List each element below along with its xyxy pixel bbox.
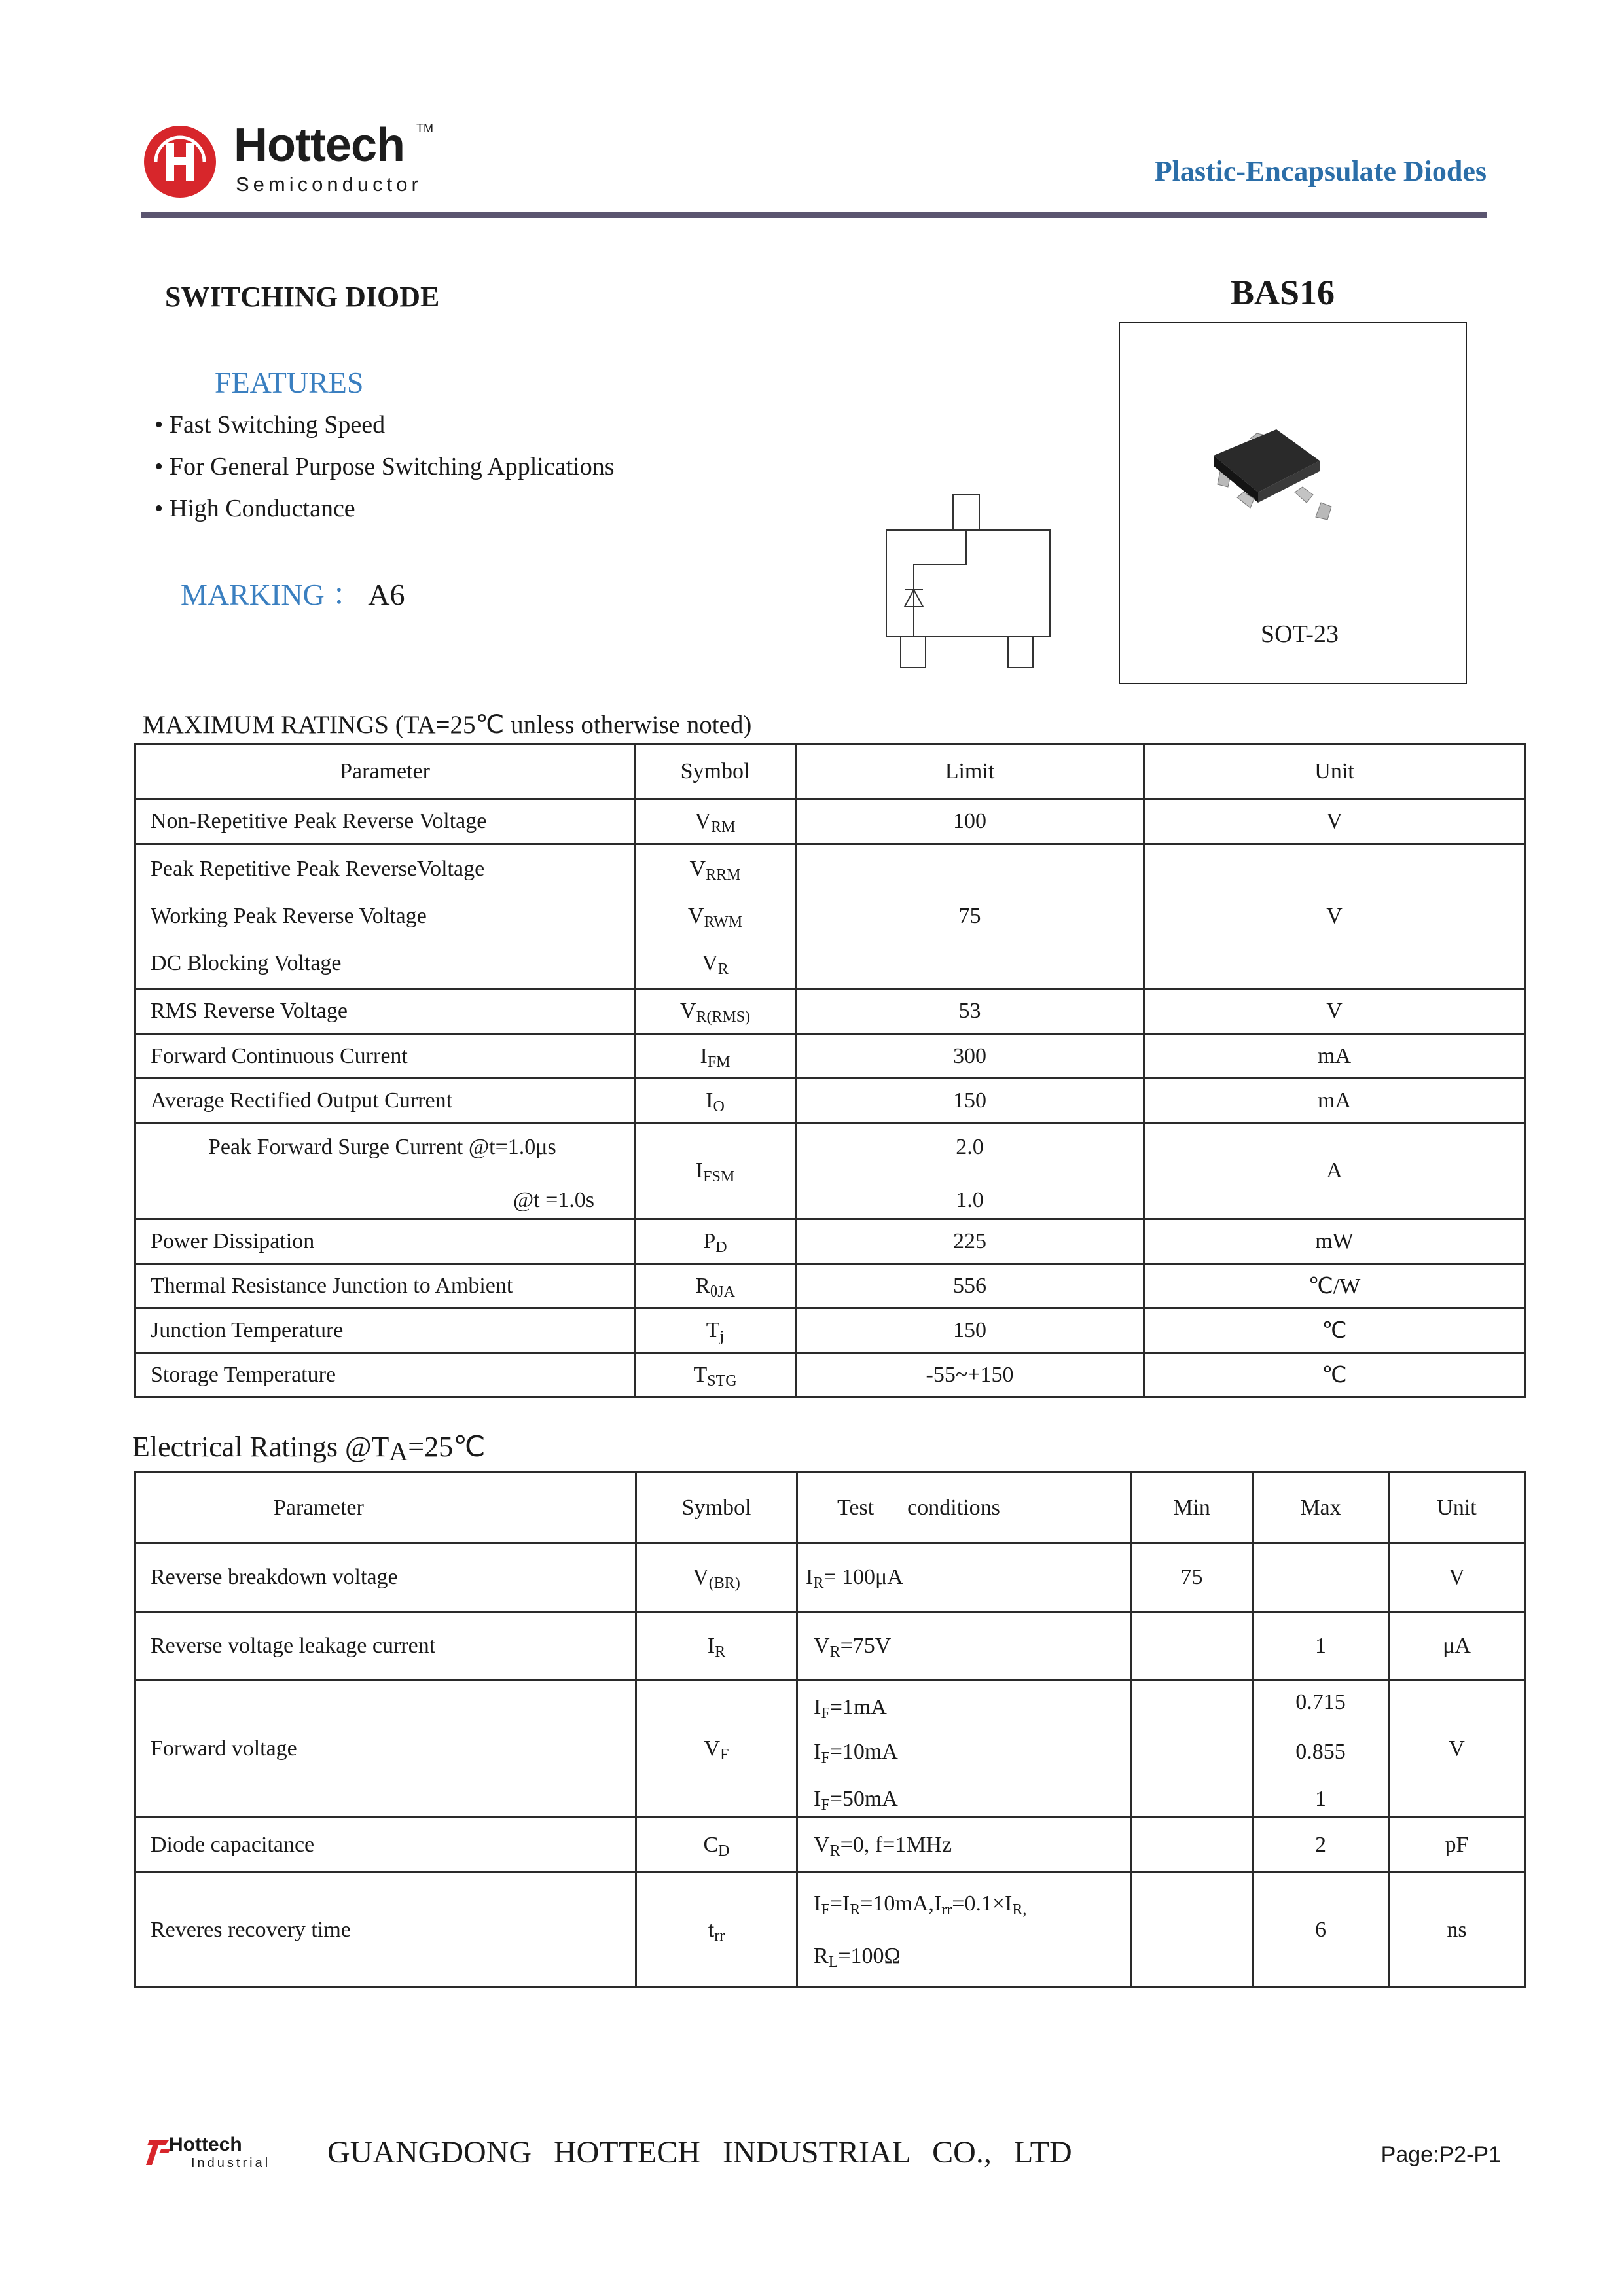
param-cell: Non-Repetitive Peak Reverse Voltage — [135, 799, 635, 844]
max-cell: 2 — [1253, 1818, 1389, 1873]
marking-label: MARKING ： — [181, 578, 363, 611]
param-cell: Reveres recovery time — [135, 1873, 636, 1988]
limit-cell: 225 — [796, 1219, 1144, 1264]
table-header-row — [135, 744, 1525, 799]
min-cell — [1131, 1680, 1253, 1818]
table-row — [135, 1680, 1525, 1818]
symbol-cell: $I_{FM}$ — [635, 1034, 796, 1079]
unit-cell: mW — [1144, 1219, 1525, 1264]
unit-cell: ℃ — [1144, 1353, 1525, 1397]
param-cell: Reverse breakdown voltage — [135, 1543, 636, 1612]
header-cell: Symbol — [635, 744, 796, 799]
table-row — [135, 1818, 1525, 1873]
hottech-logo-icon — [141, 123, 219, 200]
symbol-cell: $P_D$ — [635, 1219, 796, 1264]
min-cell: 75 — [1131, 1543, 1253, 1612]
unit-cell: V — [1389, 1543, 1525, 1612]
param-cell: Power Dissipation — [135, 1219, 635, 1264]
unit-cell: mA — [1144, 1034, 1525, 1079]
marking-line — [181, 579, 405, 611]
unit-cell: V — [1389, 1680, 1525, 1818]
symbol-cell: $V_F$ — [636, 1680, 797, 1818]
header-divider — [141, 212, 1487, 218]
unit-cell: ℃ — [1144, 1308, 1525, 1353]
unit-cell: V — [1144, 844, 1525, 989]
symbol-cell: $V_{(BR)}$ — [636, 1543, 797, 1612]
max-cell — [1253, 1543, 1389, 1612]
table-row — [135, 1219, 1525, 1264]
limit-cell: -55~+150 — [796, 1353, 1144, 1397]
param-cell: Average Rectified Output Current — [135, 1079, 635, 1123]
condition-cell: $I_R= 100\mu A$ — [797, 1543, 1131, 1612]
param-cell: RMS Reverse Voltage — [135, 989, 635, 1034]
footer-brand: Hottech — [169, 2134, 242, 2155]
param-cell: Storage Temperature — [135, 1353, 635, 1397]
trademark: TM — [416, 122, 433, 135]
table-row — [135, 1034, 1525, 1079]
max-ratings-heading: MAXIMUM RATINGS (TA=25℃ unless otherwise noted) — [143, 711, 752, 739]
limit-cell: 150 — [796, 1079, 1144, 1123]
limit-cell: 150 — [796, 1308, 1144, 1353]
max-cell: 1 — [1253, 1612, 1389, 1680]
table-row — [135, 799, 1525, 844]
header-cell: Symbol — [636, 1473, 797, 1543]
param-cell: Peak Forward Surge Current @t=1.0μs @t =1.0s — [135, 1123, 635, 1219]
symbol-cell: $T_{STG}$ — [635, 1353, 796, 1397]
unit-cell: pF — [1389, 1818, 1525, 1873]
limit-cell: 100 — [796, 799, 1144, 844]
condition-cell: $I_F=1mA$ $I_F=10mA$ $I_F=50mA$ — [797, 1680, 1131, 1818]
document-category: Plastic-Encapsulate Diodes — [1154, 155, 1487, 187]
header-cell: Max — [1253, 1473, 1389, 1543]
table-row — [135, 989, 1525, 1034]
electrical-ratings-table — [134, 1471, 1526, 1988]
condition-cell: $I_F=I_R=10mA,I_{rr}=0.1\times I_{R,}$ $R_L=100\Omega$ — [797, 1873, 1131, 1988]
param-cell: Diode capacitance — [135, 1818, 636, 1873]
symbol-cell: $V_{RM}$ — [635, 799, 796, 844]
feature-item: • For General Purpose Switching Applications — [154, 453, 615, 480]
param-cell: Peak Repetitive Peak ReverseVoltage Working Peak Reverse Voltage DC Blocking Voltage — [135, 844, 635, 989]
unit-cell: A — [1144, 1123, 1525, 1219]
condition-cell: $V_R=0$, f=1MHz — [797, 1818, 1131, 1873]
header-cell: Unit — [1144, 744, 1525, 799]
pinout-schematic-icon — [884, 494, 1060, 671]
param-cell: Reverse voltage leakage current — [135, 1612, 636, 1680]
header-cell: Test conditions — [797, 1473, 1131, 1543]
unit-cell: V — [1144, 989, 1525, 1034]
symbol-cell: $C_D$ — [636, 1818, 797, 1873]
brand-subtitle: Semiconductor — [236, 173, 422, 196]
table-row — [135, 1873, 1525, 1988]
limit-cell: 556 — [796, 1264, 1144, 1308]
symbol-cell: $V_{R(RMS)}$ — [635, 989, 796, 1034]
header-cell: Limit — [796, 744, 1144, 799]
footer-brand-sub: Industrial — [191, 2156, 271, 2170]
table-row — [135, 1612, 1525, 1680]
header-cell: Unit — [1389, 1473, 1525, 1543]
unit-cell: V — [1144, 799, 1525, 844]
limit-cell: 300 — [796, 1034, 1144, 1079]
limit-cell: 2.0 1.0 — [796, 1123, 1144, 1219]
electrical-ratings-heading: Electrical Ratings $@T_A=25℃$ — [132, 1431, 486, 1466]
symbol-cell: $T_j$ — [635, 1308, 796, 1353]
table-row — [135, 1308, 1525, 1353]
param-cell: Forward voltage — [135, 1680, 636, 1818]
feature-item: • High Conductance — [154, 495, 355, 522]
table-row — [135, 1543, 1525, 1612]
symbol-cell: $R_{\theta JA}$ — [635, 1264, 796, 1308]
condition-cell: $V_R=75V$ — [797, 1612, 1131, 1680]
min-cell — [1131, 1873, 1253, 1988]
unit-cell: ℃/W — [1144, 1264, 1525, 1308]
param-cell: Junction Temperature — [135, 1308, 635, 1353]
part-number: BAS16 — [1231, 273, 1335, 312]
symbol-cell: $I_{FSM}$ — [635, 1123, 796, 1219]
symbol-cell: $I_O$ — [635, 1079, 796, 1123]
param-cell: Thermal Resistance Junction to Ambient — [135, 1264, 635, 1308]
sot23-package-icon — [1204, 419, 1355, 537]
unit-cell: ns — [1389, 1873, 1525, 1988]
symbol-cell: $V_{RRM}$ $V_{RWM}$ $V_R$ — [635, 844, 796, 989]
footer-company: GUANGDONG HOTTECH INDUSTRIAL CO., LTD — [327, 2135, 1072, 2170]
limit-cell: 53 — [796, 989, 1144, 1034]
param-cell: Forward Continuous Current — [135, 1034, 635, 1079]
unit-cell: μA — [1389, 1612, 1525, 1680]
unit-cell: mA — [1144, 1079, 1525, 1123]
max-cell: 6 — [1253, 1873, 1389, 1988]
max-cell: 0.715 0.855 1 — [1253, 1680, 1389, 1818]
table-row — [135, 1264, 1525, 1308]
symbol-cell: $I_R$ — [636, 1612, 797, 1680]
table-row — [135, 1123, 1525, 1219]
header-cell: Min — [1131, 1473, 1253, 1543]
table-row — [135, 1353, 1525, 1397]
brand-name: Hottech — [234, 119, 405, 171]
limit-cell: 75 — [796, 844, 1144, 989]
table-header-row — [135, 1473, 1525, 1543]
min-cell — [1131, 1818, 1253, 1873]
min-cell — [1131, 1612, 1253, 1680]
feature-item: • Fast Switching Speed — [154, 411, 386, 439]
page-title: SWITCHING DIODE — [165, 281, 440, 313]
max-ratings-table — [134, 743, 1526, 1398]
package-name: SOT-23 — [1261, 620, 1339, 648]
marking-value: A6 — [368, 578, 405, 611]
header-cell: Parameter — [135, 1473, 636, 1543]
header-cell: Parameter — [135, 744, 635, 799]
table-row — [135, 1079, 1525, 1123]
page-number: Page:P2-P1 — [1380, 2142, 1501, 2167]
symbol-cell: $t_{rr}$ — [636, 1873, 797, 1988]
table-row — [135, 844, 1525, 989]
features-heading: FEATURES — [215, 366, 364, 399]
